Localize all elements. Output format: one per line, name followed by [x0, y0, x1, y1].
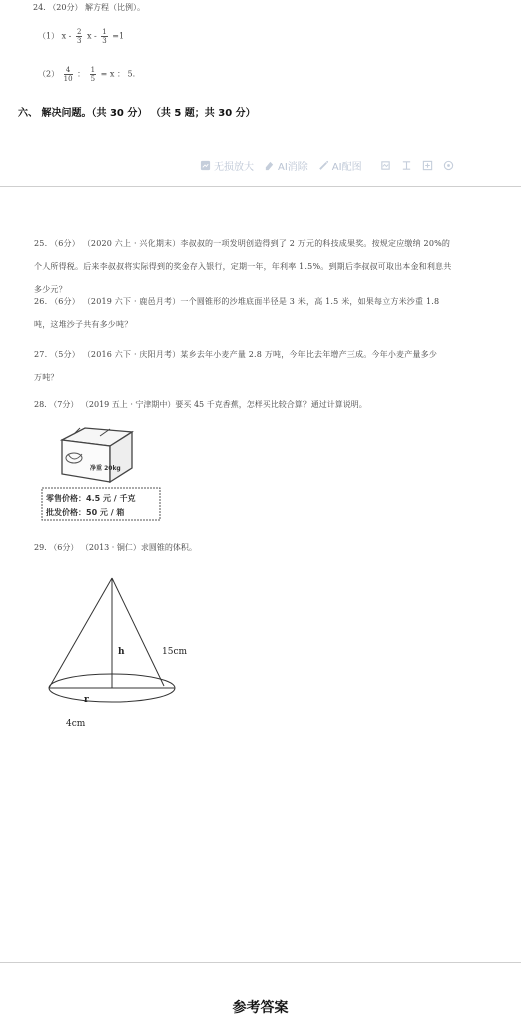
- q29-text: 29. （6分） （2013 · 铜仁）求圆锥的体积。: [34, 543, 197, 552]
- numerator: 1: [102, 28, 107, 36]
- fraction: [90, 66, 96, 83]
- magic-wand-icon: [318, 160, 329, 171]
- retail-price: 零售价格：4.5 元 / 千克: [46, 494, 136, 503]
- eraser-icon: [264, 160, 275, 171]
- toolbar-enlarge-label: 无损放大: [214, 162, 254, 173]
- settings-icon[interactable]: [443, 160, 454, 171]
- numerator: 4: [64, 66, 73, 75]
- q24-part1-mid: x -: [86, 31, 97, 41]
- q24-part1-suffix: =1: [112, 31, 125, 41]
- fraction: [101, 28, 107, 45]
- page-divider: [0, 186, 521, 187]
- answers-title: 参考答案: [232, 1000, 289, 1016]
- q27-line: 27. （5分） （2016 六下 · 庆阳月考）某乡去年小麦产量 2.8 万吨，今年比去年增产三成。今年小麦产量多少: [34, 350, 438, 359]
- section-title: 六、 解决问题。（共 30 分） （共 5 题；共 30 分）: [18, 108, 256, 119]
- cone-right-edge: [112, 578, 164, 686]
- q24-part1-prefix: （1） x -: [38, 31, 72, 41]
- q26-line: 26. （6分） （2019 六下 · 鹿邑月考）一个圆锥形的沙堆底面半径是 3 米，高 1.5 米，如果每立方米沙重 1.8: [34, 297, 440, 306]
- fraction: [64, 66, 73, 83]
- image-toolbar: [200, 158, 454, 173]
- banana-box-figure: [40, 424, 170, 524]
- toolbar-erase-label: AI消除: [278, 162, 308, 173]
- height-label: h: [118, 647, 125, 657]
- wholesale-price: 批发价格：50 元 / 箱: [46, 508, 125, 517]
- q24-part2: [38, 66, 135, 83]
- q27-text: [34, 343, 496, 389]
- denominator: 3: [102, 37, 107, 45]
- crop-icon[interactable]: [380, 160, 391, 171]
- box-drawing: [62, 428, 132, 482]
- toolbar-erase-button[interactable]: [264, 158, 308, 173]
- toolbar-enlarge-button[interactable]: [200, 158, 254, 173]
- q24-part2-suffix: = x ： 5.: [100, 69, 136, 79]
- numerator: 1: [90, 66, 96, 74]
- q25-line: 个人所得税。后来李叔叔将实际得到的奖金存入银行，定期一年，年利率 1.5%。到期后李叔叔可取出本金和利息共: [34, 262, 452, 271]
- q26-line: 吨，这堆沙子共有多少吨？: [34, 320, 133, 329]
- denominator: 10: [63, 75, 73, 83]
- denominator: 3: [76, 37, 82, 45]
- page-divider: [0, 962, 521, 963]
- cone-left-edge: [49, 578, 112, 688]
- cone-figure: [40, 570, 200, 735]
- q28-text: 28. （7分） （2019 五上 · 宁津期中）要买 45 千克香蕉，怎样买比较合算？通过计算说明。: [34, 400, 367, 409]
- fraction: [76, 28, 82, 45]
- q27-line: 万吨？: [34, 373, 59, 382]
- slant-label: 15cm: [162, 647, 188, 657]
- q24-part1: [38, 28, 124, 45]
- fit-icon[interactable]: [401, 160, 412, 171]
- add-icon[interactable]: [422, 160, 433, 171]
- denominator: 5: [90, 75, 96, 83]
- q26-text: [34, 290, 496, 336]
- toolbar-ai-image-label: AI配图: [331, 162, 362, 173]
- toolbar-ai-image-button[interactable]: [318, 158, 362, 173]
- q25-line: 25. （6分） （2020 六上 · 兴化期末）李叔叔的一项发明创造得到了 2 万元的科技成果奖。按规定应缴纳 20%的: [34, 239, 451, 248]
- box-weight-label: 净重 20kg: [90, 465, 121, 472]
- q24-heading: 24. （20分） 解方程（比例）。: [33, 3, 145, 12]
- numerator: 2: [76, 28, 82, 36]
- radius-label: r: [84, 695, 89, 705]
- q24-part2-prefix: （2）: [38, 69, 60, 79]
- q25-line: 多少元？: [34, 285, 67, 294]
- diameter-label: 4cm: [66, 719, 86, 729]
- q24-part2-mid: ：: [77, 69, 86, 79]
- image-enlarge-icon: [200, 160, 211, 171]
